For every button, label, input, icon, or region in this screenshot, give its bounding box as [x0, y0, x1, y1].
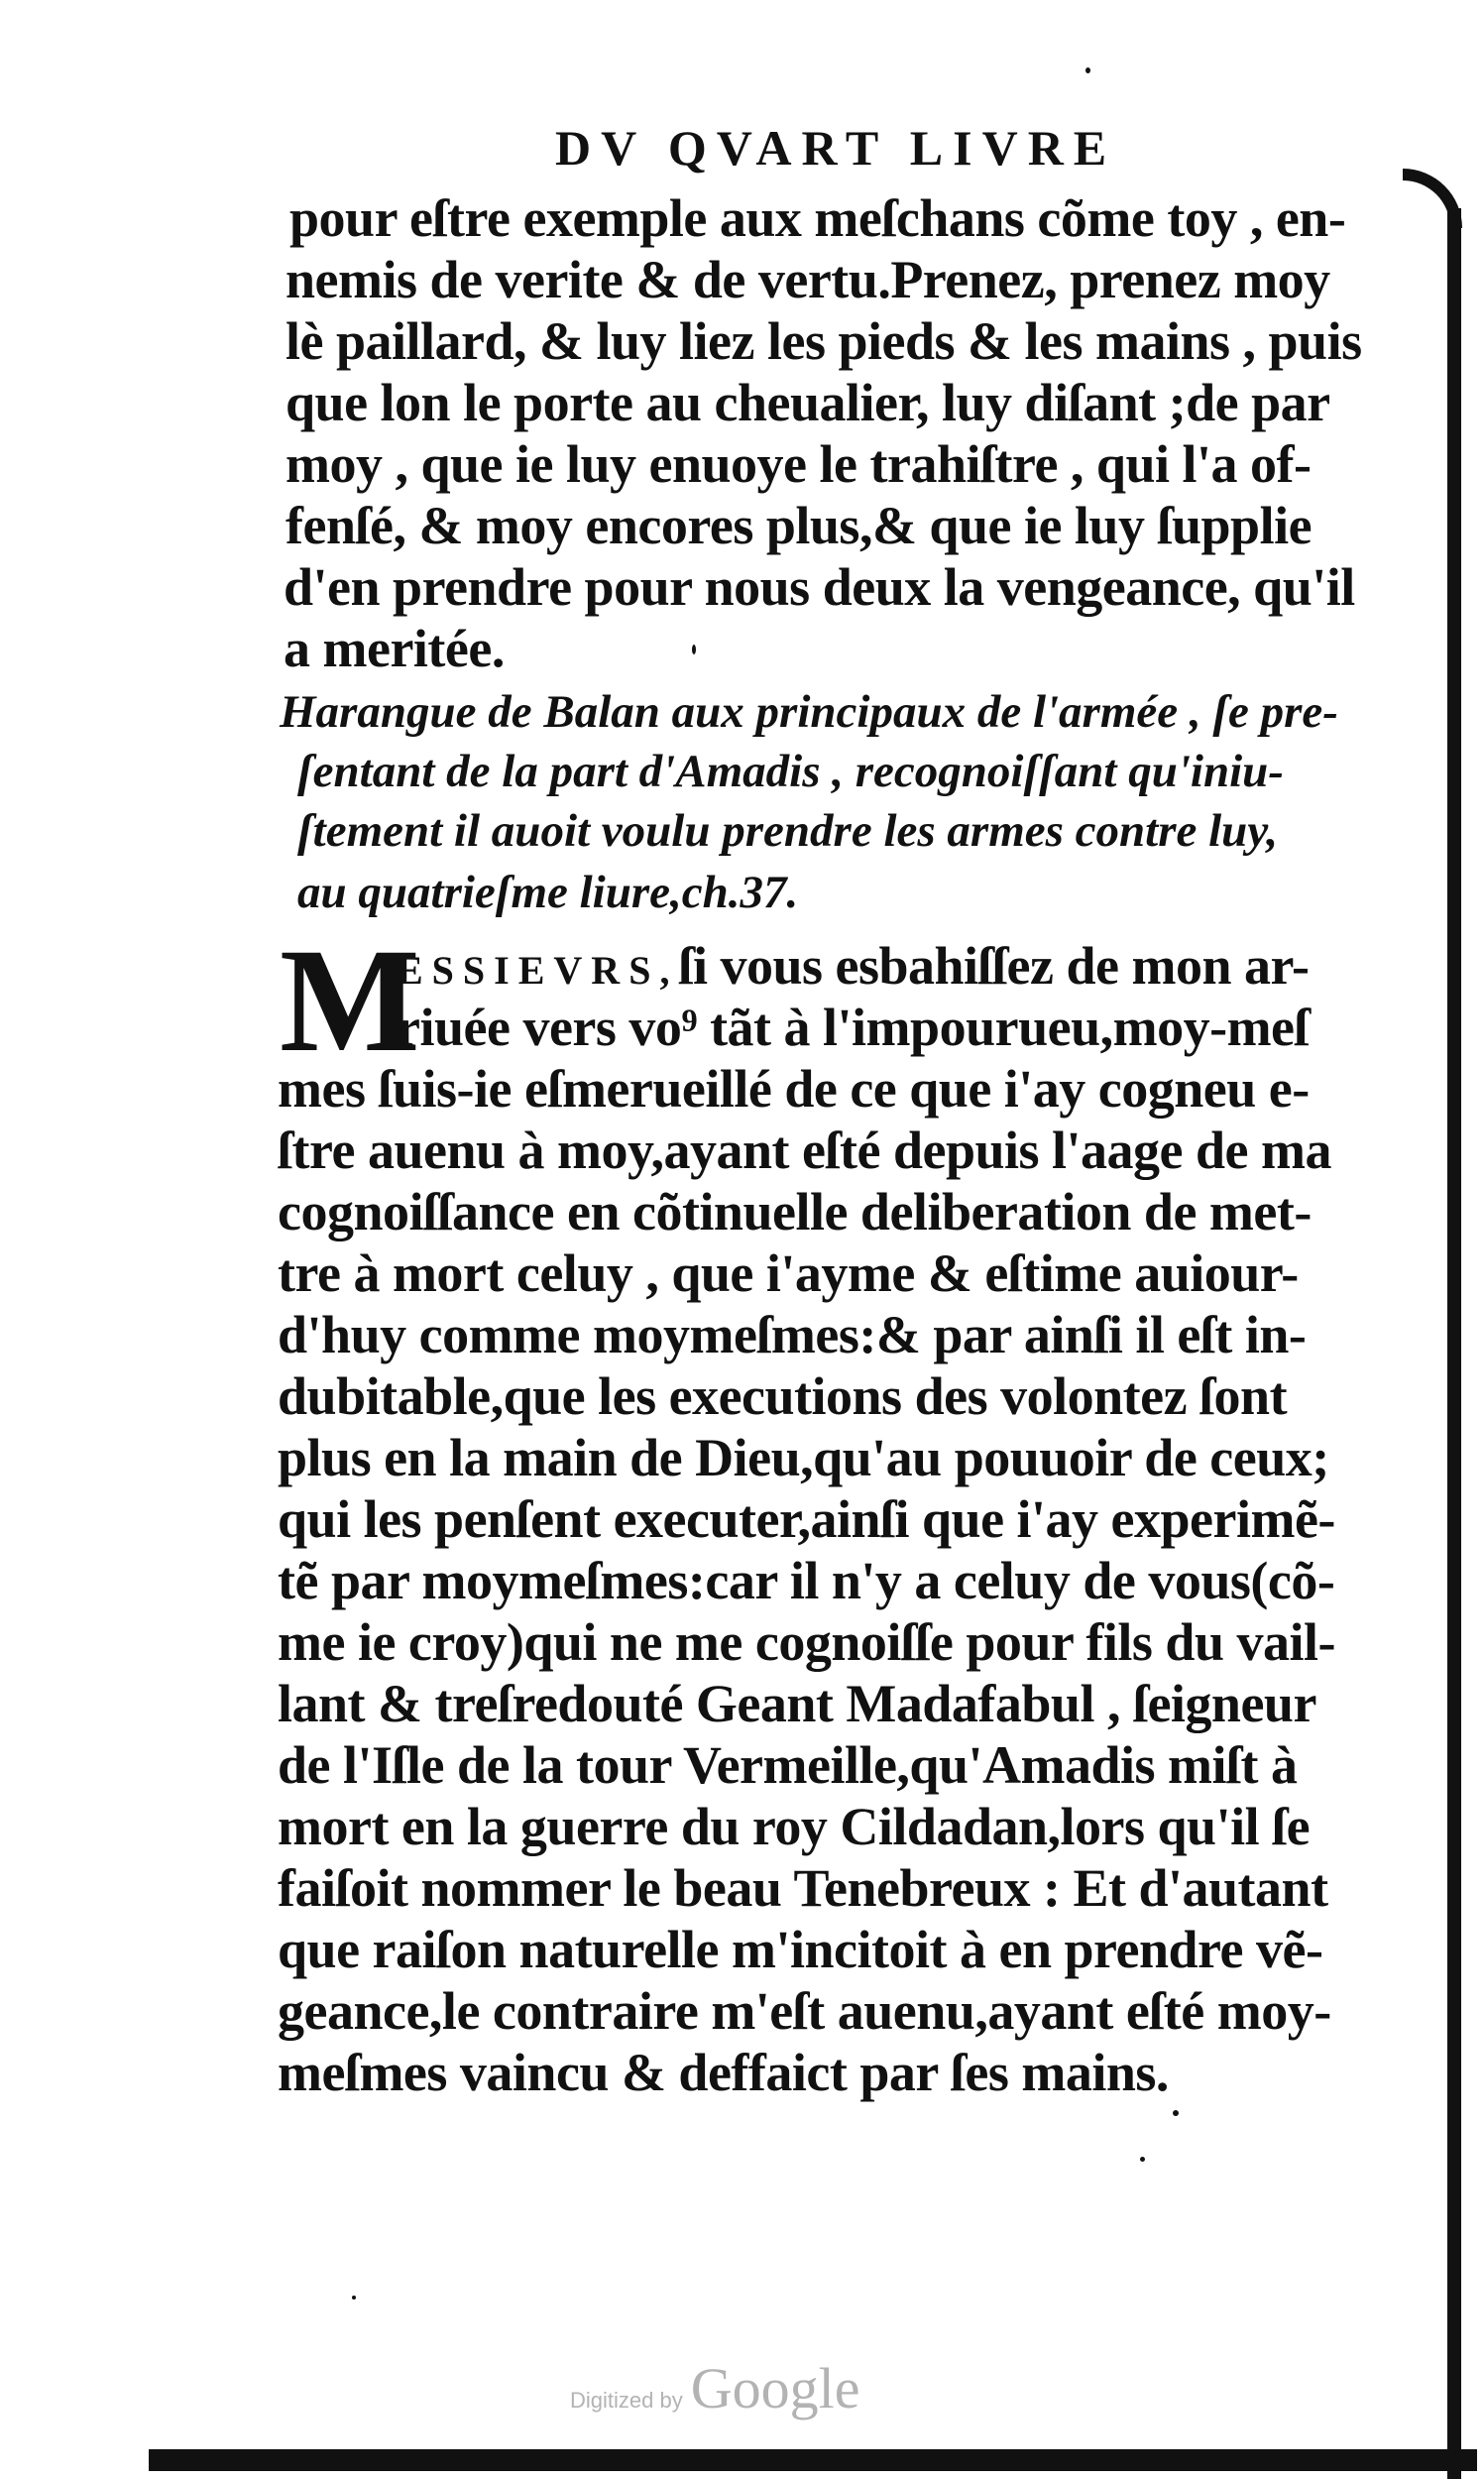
watermark-digitized-text: Digitized by — [570, 2388, 683, 2413]
body-line: me ie croy)qui ne me cognoiſſe pour fils du vail- — [278, 1612, 1335, 1672]
body-line: ſtre auenu à moy,ayant eſté depuis l'aage de ma — [278, 1121, 1331, 1180]
ink-speck — [1140, 2157, 1145, 2162]
body-line: que raiſon naturelle m'incitoit à en prendre vẽ- — [278, 1920, 1323, 1979]
body-line: geance,le contraire m'eſt auenu,ayant eſté moy- — [278, 1981, 1331, 2041]
scan-edge-bar — [149, 2449, 1477, 2471]
body-line: nemis de verite & de vertu.Prenez, prenez moy — [285, 250, 1330, 309]
opening-smallcaps: ESSIEVRS, — [397, 948, 679, 993]
chapter-heading-line: ſentant de la part d'Amadis , recognoiſſant qu'iniu- — [297, 746, 1284, 797]
google-logo: Google — [690, 2356, 860, 2420]
body-line: tre à mort celuy , que i'ayme & eſtime auiour- — [278, 1243, 1299, 1303]
body-line: lè paillard, & luy liez les pieds & les mains , puis — [285, 311, 1362, 371]
running-head: DV QVART LIVRE — [555, 120, 1117, 176]
body-line: cognoiſſance en cõtinuelle deliberation de met- — [278, 1182, 1312, 1241]
body-line: d'en prendre pour nous deux la vengeance, qu'il — [284, 557, 1355, 617]
ink-speck — [692, 645, 696, 654]
chapter-heading-line: au quatrieſme liure,ch.37. — [297, 867, 799, 918]
ink-speck — [352, 2296, 356, 2300]
chapter-heading-line: ſtement il auoit voulu prendre les armes contre luy, — [297, 805, 1279, 857]
body-line: a meritée. — [284, 619, 505, 678]
opening-rest: ſi vous esbahiſſez de mon ar- — [678, 936, 1310, 996]
body-line: riuée vers vo⁹ tãt à l'impourueu,moy-meſ — [397, 998, 1310, 1057]
body-line: faiſoit nommer le beau Tenebreux : Et d'autant — [278, 1858, 1328, 1918]
ink-speck — [1085, 67, 1090, 73]
body-line: tẽ par moymeſmes:car il n'y a celuy de vous(cõ- — [278, 1551, 1335, 1610]
chapter-heading-line: Harangue de Balan aux principaux de l'armée , ſe pre- — [280, 686, 1338, 738]
page-binding-edge — [1447, 208, 1461, 2479]
drop-cap: M — [280, 918, 420, 1083]
body-line: mes ſuis-ie eſmerueillé de ce que i'ay cogneu e- — [278, 1059, 1310, 1119]
body-line: moy , que ie luy enuoye le trahiſtre , qui l'a of- — [285, 434, 1312, 494]
body-line: qui les penſent executer,ainſi que i'ay experimẽ- — [278, 1489, 1335, 1549]
body-line: dubitable,que les executions des volontez ſont — [278, 1366, 1288, 1426]
body-line: lant & treſredouté Geant Madafabul , ſeigneur — [278, 1674, 1316, 1733]
body-line: de l'Iſle de la tour Vermeille,qu'Amadis miſt à — [278, 1735, 1298, 1795]
body-line: meſmes vaincu & deffaict par ſes mains. — [278, 2043, 1169, 2102]
ink-speck — [1173, 2110, 1179, 2116]
body-line: plus en la main de Dieu,qu'au pouuoir de ceux; — [278, 1428, 1329, 1487]
body-line: pour eſtre exemple aux meſchans cõme toy , en- — [289, 188, 1346, 248]
body-line: fenſé, & moy encores plus,& que ie luy ſupplie — [285, 496, 1313, 555]
body-line: mort en la guerre du roy Cildadan,lors qu'il ſe — [278, 1797, 1311, 1856]
google-watermark — [570, 2355, 859, 2421]
body-line: d'huy comme moymeſmes:& par ainſi il eſt in- — [278, 1305, 1307, 1364]
body-line: que lon le porte au cheualier, luy diſant ;de par — [285, 373, 1330, 432]
opening-line — [397, 936, 1309, 1001]
